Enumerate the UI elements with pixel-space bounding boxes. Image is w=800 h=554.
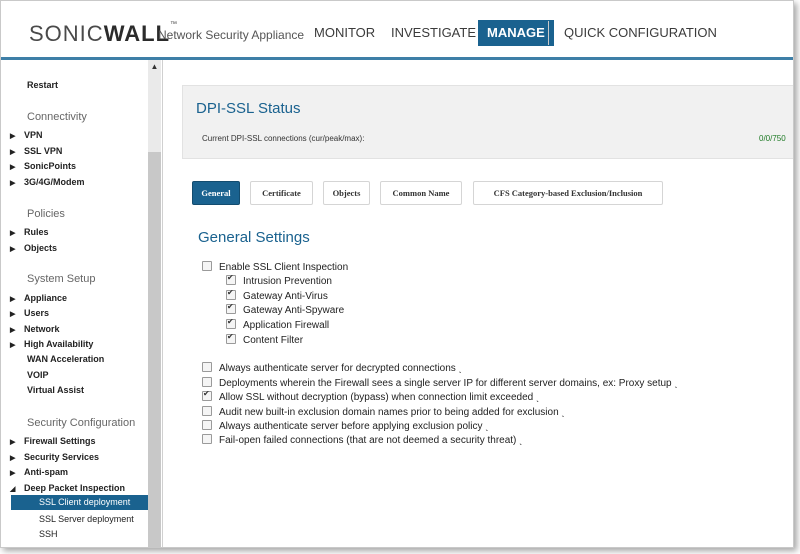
expand-arrow-icon: ▶ (10, 164, 16, 171)
tooltip-marker-icon[interactable]: ˎ (674, 378, 678, 388)
enable-ssl-client-inspection-option[interactable]: Enable SSL Client Inspection (202, 262, 348, 273)
allow-ssl-bypass-option[interactable]: ✔Allow SSL without decryption (bypass) when connection limit exceeded ˎ (202, 392, 539, 403)
sidebar-item-rules[interactable]: ▶ Rules (10, 227, 49, 237)
expand-arrow-icon: ▶ (10, 133, 16, 140)
application-firewall-option[interactable]: ✔Application Firewall (226, 320, 329, 331)
tab-certificate[interactable]: Certificate (250, 181, 313, 205)
sidebar (1, 60, 163, 547)
authenticate-before-exclusion-checkbox[interactable] (202, 420, 212, 430)
sidebar-heading-connectivity: Connectivity (27, 111, 87, 123)
logo-suffix: WALL (103, 21, 171, 46)
expand-arrow-icon: ▶ (10, 246, 16, 253)
tooltip-marker-icon[interactable]: ˎ (519, 435, 523, 445)
tooltip-marker-icon[interactable]: ˎ (458, 363, 462, 373)
audit-exclusion-domains-checkbox[interactable] (202, 406, 212, 416)
gateway-anti-spyware-checkbox[interactable] (226, 304, 236, 314)
fail-open-connections-checkbox[interactable] (202, 434, 212, 444)
sonicwall-logo[interactable] (29, 21, 178, 47)
enable-ssl-client-inspection-checkbox[interactable] (202, 261, 212, 271)
sidebar-item-wan-acceleration[interactable]: WAN Acceleration (27, 354, 105, 364)
sidebar-heading-system-setup: System Setup (27, 273, 96, 285)
sidebar-item-anti-spam[interactable]: ▶ Anti-spam (10, 467, 69, 477)
nav-investigate[interactable]: INVESTIGATE (391, 25, 476, 40)
sidebar-item-voip[interactable]: VOIP (27, 370, 49, 380)
gateway-anti-virus-option[interactable]: ✔Gateway Anti-Virus (226, 291, 328, 302)
sidebar-item-virtual-assist[interactable]: Virtual Assist (27, 385, 85, 395)
sidebar-item-objects[interactable]: ▶ Objects (10, 243, 58, 253)
tab-general[interactable]: General (192, 181, 240, 205)
single-server-ip-option[interactable]: Deployments wherein the Firewall sees a single server IP for different server domains, ex: Proxy setup ˎ (202, 378, 678, 389)
expand-arrow-icon: ▶ (10, 296, 16, 303)
single-server-ip-checkbox[interactable] (202, 377, 212, 387)
audit-exclusion-domains-option[interactable]: Audit new built-in exclusion domain names prior to being added for exclusion ˎ (202, 407, 565, 418)
nav-monitor[interactable]: MONITOR (314, 25, 376, 40)
intrusion-prevention-option[interactable]: ✔Intrusion Prevention (226, 276, 332, 287)
tooltip-marker-icon[interactable]: ˎ (485, 421, 489, 431)
tab-cfs-category-exclusion[interactable]: CFS Category-based Exclusion/Inclusion (473, 181, 663, 205)
sidebar-item-sonicpoints[interactable]: ▶ SonicPoints (10, 161, 77, 171)
gateway-anti-virus-checkbox[interactable] (226, 290, 236, 300)
sidebar-item-ssl-vpn[interactable]: ▶ SSL VPN (10, 146, 63, 156)
nav-divider (548, 21, 549, 45)
scrollbar-thumb[interactable] (148, 152, 161, 547)
tab-common-name[interactable]: Common Name (380, 181, 462, 205)
general-settings-title: General Settings (198, 229, 310, 246)
expand-arrow-icon: ▶ (10, 149, 16, 156)
tooltip-marker-icon[interactable]: ˎ (561, 407, 565, 417)
sidebar-heading-security-configuration: Security Configuration (27, 417, 136, 429)
expand-arrow-icon: ▶ (10, 455, 16, 462)
nav-quick-configuration[interactable]: QUICK CONFIGURATION (564, 25, 717, 40)
fail-open-connections-option[interactable]: Fail-open failed connections (that are not deemed a security threat) ˎ (202, 435, 522, 446)
expand-arrow-icon: ▶ (10, 470, 16, 477)
sidebar-item-security-services[interactable]: ▶ Security Services (10, 452, 100, 462)
sidebar-item-ssl-client-deployment[interactable]: SSL Client deployment (11, 495, 148, 510)
dpi-ssl-status-panel (182, 85, 794, 159)
expand-arrow-icon: ▶ (10, 327, 16, 334)
allow-ssl-bypass-checkbox[interactable] (202, 391, 212, 401)
sidebar-item-high-availability[interactable]: ▶ High Availability (10, 339, 94, 349)
expand-arrow-icon: ▶ (10, 311, 16, 318)
sidebar-item-appliance[interactable]: ▶ Appliance (10, 293, 68, 303)
sidebar-item-users[interactable]: ▶ Users (10, 308, 50, 318)
sidebar-item-firewall-settings[interactable]: ▶ Firewall Settings (10, 436, 96, 446)
sidebar-item-network[interactable]: ▶ Network (10, 324, 60, 334)
status-title: DPI-SSL Status (196, 100, 301, 117)
sidebar-heading-policies: Policies (27, 208, 65, 220)
application-firewall-checkbox[interactable] (226, 319, 236, 329)
main-content (163, 60, 793, 547)
gateway-anti-spyware-option[interactable]: ✔Gateway Anti-Spyware (226, 305, 344, 316)
expand-arrow-icon: ▶ (10, 230, 16, 237)
tab-objects[interactable]: Objects (323, 181, 370, 205)
authenticate-before-exclusion-option[interactable]: Always authenticate server before applying exclusion policy ˎ (202, 421, 488, 432)
sidebar-item-ssl-server-deployment[interactable]: SSL Server deployment (39, 514, 134, 524)
sidebar-item-restart[interactable]: Restart (27, 80, 59, 90)
content-filter-option[interactable]: ✔Content Filter (226, 335, 303, 346)
logo-prefix: SONIC (29, 21, 104, 46)
expand-arrow-icon: ▶ (10, 342, 16, 349)
sidebar-item-ssh[interactable]: SSH (39, 529, 58, 539)
expand-arrow-icon: ▶ (10, 180, 16, 187)
logo-trademark: ™ (170, 21, 179, 28)
top-header (1, 1, 793, 60)
always-authenticate-server-checkbox[interactable] (202, 362, 212, 372)
sidebar-item-vpn[interactable]: ▶ VPN (10, 130, 43, 140)
always-authenticate-server-option[interactable]: Always authenticate server for decrypted connections ˎ (202, 363, 462, 374)
nav-manage[interactable]: MANAGE (478, 20, 554, 46)
tooltip-marker-icon[interactable]: ˎ (536, 392, 540, 402)
content-filter-checkbox[interactable] (226, 334, 236, 344)
collapse-arrow-icon: ◢ (10, 486, 16, 493)
expand-arrow-icon: ▶ (10, 439, 16, 446)
connections-label: Current DPI-SSL connections (cur/peak/max): (202, 134, 365, 143)
sidebar-item-deep-packet-inspection[interactable]: ◢ Deep Packet Inspection (10, 483, 126, 493)
sidebar-item-3g-4g-modem[interactable]: ▶ 3G/4G/Modem (10, 177, 85, 187)
connections-value: 0/0/750 (759, 134, 786, 143)
intrusion-prevention-checkbox[interactable] (226, 275, 236, 285)
scroll-up-arrow-icon[interactable]: ▲ (150, 62, 159, 71)
product-name: Network Security Appliance (158, 28, 305, 42)
